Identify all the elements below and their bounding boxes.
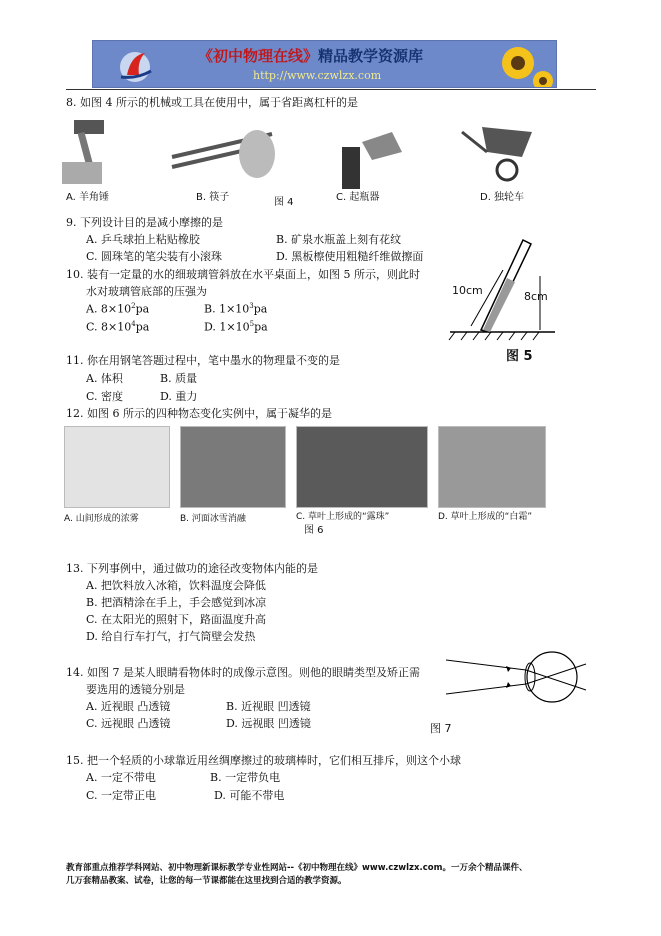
header-banner bbox=[92, 40, 557, 88]
q8-caption-c: C. 起瓶器 bbox=[336, 192, 380, 203]
q11-option-a[interactable]: A. 体积 bbox=[86, 372, 123, 385]
q11-stem: 11. 你在用钢笔答题过程中，笔中墨水的物理量不变的是 bbox=[66, 354, 340, 367]
footer-line-2: 几万套精品教案、试卷，让您的每一节课都能在这里找到合适的教学资源。 bbox=[66, 876, 347, 886]
q9-stem: 9. 下列设计目的是减小摩擦的是 bbox=[66, 216, 223, 229]
q12-stem: 12. 如图 6 所示的四种物态变化实例中，属于凝华的是 bbox=[66, 407, 332, 420]
footer-line-1: 教育部重点推荐学科网站、初中物理新课标教学专业性网站--《初中物理在线》www.czwlzx.com。一万余个精品课件、 bbox=[66, 863, 528, 873]
q10-option-b[interactable]: B. $1\times 10^3pa$ bbox=[204, 302, 268, 316]
figure-5-length-label: 10cm bbox=[452, 284, 483, 297]
q12-caption-d: D. 草叶上形成的“白霜” bbox=[438, 512, 532, 522]
banner-url[interactable]: http://www.czwlzx.com bbox=[253, 69, 382, 82]
q9-option-a[interactable]: A. 乒乓球拍上粘贴橡胶 bbox=[86, 233, 200, 246]
q10-stem-line1: 10. 装有一定量的水的细玻璃管斜放在水平桌面上，如图 5 所示，则此时 bbox=[66, 268, 420, 281]
q9-option-d[interactable]: D. 黑板檫使用粗糙纤维做擦面 bbox=[276, 250, 424, 263]
q8-caption-b: B. 筷子 bbox=[196, 192, 230, 203]
q8-caption-d: D. 独轮车 bbox=[480, 192, 525, 203]
q11-option-b[interactable]: B. 质量 bbox=[160, 372, 198, 385]
banner-title: 《初中物理在线》精品教学资源库 bbox=[198, 47, 424, 65]
q15-option-c[interactable]: C. 一定带正电 bbox=[86, 789, 157, 802]
q15-stem: 15. 把一个轻质的小球靠近用丝绸摩擦过的玻璃棒时，它们相互排斥，则这个小球 bbox=[66, 754, 461, 767]
figure-5-height-label: 8cm bbox=[524, 290, 548, 303]
q8-caption-a: A. 羊角锤 bbox=[66, 192, 110, 203]
q15-option-a[interactable]: A. 一定不带电 bbox=[86, 771, 156, 784]
q10-stem-line2: 水对玻璃管底部的压强为 bbox=[86, 285, 207, 298]
header-rule bbox=[66, 89, 596, 90]
q8-fig-label: 图 4 bbox=[274, 197, 294, 208]
q11-option-c[interactable]: C. 密度 bbox=[86, 390, 124, 403]
q12-caption-c: C. 草叶上形成的“露珠” bbox=[296, 512, 390, 522]
q14-option-b[interactable]: B. 近视眼 凹透镜 bbox=[226, 700, 311, 713]
q8-figure-tools bbox=[62, 112, 552, 192]
q12-photo-fog bbox=[64, 426, 170, 508]
q13-option-b[interactable]: B. 把酒精涂在手上，手会感觉到冰凉 bbox=[86, 596, 267, 609]
figure-7-label: 图 7 bbox=[430, 722, 452, 735]
q9-option-c[interactable]: C. 圆珠笔的笔尖装有小滚珠 bbox=[86, 250, 223, 263]
q9-option-b[interactable]: B. 矿泉水瓶盖上刻有花纹 bbox=[276, 233, 402, 246]
q14-option-a[interactable]: A. 近视眼 凸透镜 bbox=[86, 700, 171, 713]
q14-stem-line1: 14. 如图 7 是某人眼睛看物体时的成像示意图。则他的眼睛类型及矫正需 bbox=[66, 666, 420, 679]
q12-photo-ice bbox=[180, 426, 286, 508]
q13-option-c[interactable]: C. 在太阳光的照射下，路面温度升高 bbox=[86, 613, 267, 626]
q10-option-a[interactable]: A. $8\times 10^2pa$ bbox=[86, 302, 150, 316]
q12-photo-dew bbox=[296, 426, 428, 508]
q12-caption-b: B. 河面冰雪消融 bbox=[180, 514, 246, 524]
q14-option-c[interactable]: C. 远视眼 凸透镜 bbox=[86, 717, 171, 730]
q13-stem: 13. 下列事例中，通过做功的途径改变物体内能的是 bbox=[66, 562, 318, 575]
q13-option-a[interactable]: A. 把饮料放入冰箱，饮料温度会降低 bbox=[86, 579, 266, 592]
figure-5-label: 图 5 bbox=[506, 349, 533, 364]
q13-option-d[interactable]: D. 给自行车打气，打气筒壁会发热 bbox=[86, 630, 256, 643]
q11-option-d[interactable]: D. 重力 bbox=[160, 390, 198, 403]
q12-photo-frost bbox=[438, 426, 546, 508]
q12-caption-a: A. 山间形成的浓雾 bbox=[64, 514, 139, 524]
q14-stem-line2: 要选用的透镜分别是 bbox=[86, 683, 185, 696]
figure-7-eye-diagram bbox=[446, 648, 596, 706]
q10-option-d[interactable]: D. $1\times 10^5pa$ bbox=[204, 320, 268, 334]
page-footer bbox=[66, 862, 606, 888]
q15-option-d[interactable]: D. 可能不带电 bbox=[214, 789, 285, 802]
q15-option-b[interactable]: B. 一定带负电 bbox=[210, 771, 281, 784]
q14-option-d[interactable]: D. 远视眼 凹透镜 bbox=[226, 717, 311, 730]
q8-stem: 8. 如图 4 所示的机械或工具在使用中，属于省距离杠杆的是 bbox=[66, 96, 358, 109]
q12-fig-label: 图 6 bbox=[304, 525, 324, 536]
q10-option-c[interactable]: C. $8\times 10^4pa$ bbox=[86, 320, 150, 334]
